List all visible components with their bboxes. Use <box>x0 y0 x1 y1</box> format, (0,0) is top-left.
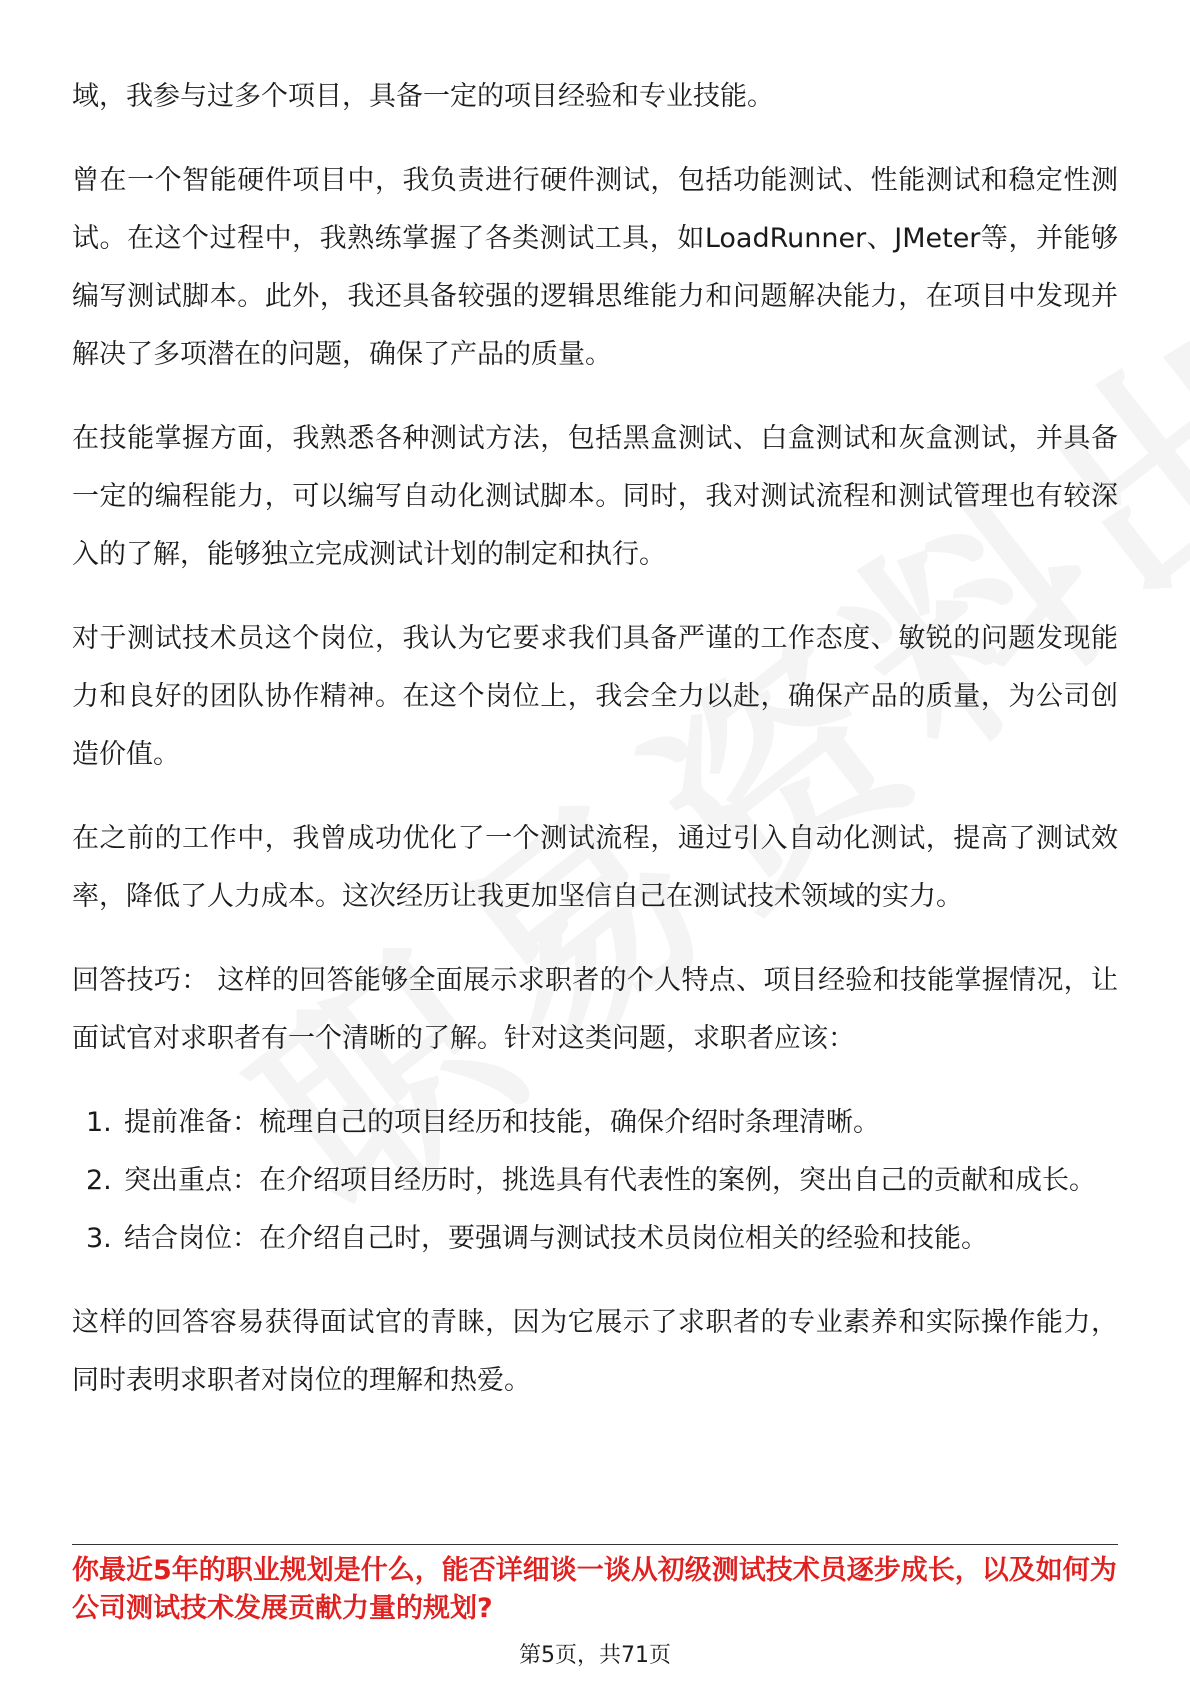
next-question-heading: 你最近5年的职业规划是什么，能否详细谈一谈从初级测试技术员逐步成长，以及如何为公司测试技术发展贡献力量的规划? <box>72 1555 1117 1624</box>
tips-list <box>72 1094 1118 1268</box>
list-item <box>72 1210 1118 1268</box>
list-item-text: 提前准备：梳理自己的项目经历和技能，确保介绍时条理清晰。 <box>124 1107 880 1138</box>
paragraph-answer-tips: 回答技巧： 这样的回答能够全面展示求职者的个人特点、项目经验和技能掌握情况，让面试官对求职者有一个清晰的了解。针对这类问题，求职者应该： <box>72 965 1118 1054</box>
page-number-footer: 第5页，共71页 <box>519 1643 671 1668</box>
list-item-text: 结合岗位：在介绍自己时，要强调与测试技术员岗位相关的经验和技能。 <box>124 1223 988 1254</box>
section-divider <box>72 1544 1118 1545</box>
list-item <box>72 1094 1118 1152</box>
list-item <box>72 1152 1118 1210</box>
list-item-number: 2. <box>86 1165 112 1196</box>
paragraph-achievement: 在之前的工作中，我曾成功优化了一个测试流程，通过引入自动化测试，提高了测试效率，降低了人力成本。这次经历让我更加坚信自己在测试技术领域的实力。 <box>72 823 1118 912</box>
paragraph-position-view: 对于测试技术员这个岗位，我认为它要求我们具备严谨的工作态度、敏锐的问题发现能力和良好的团队协作精神。在这个岗位上，我会全力以赴，确保产品的质量，为公司创造价值。 <box>72 623 1118 770</box>
list-item-number: 1. <box>86 1107 112 1138</box>
paragraph-closing: 这样的回答容易获得面试官的青睐，因为它展示了求职者的专业素养和实际操作能力，同时表明求职者对岗位的理解和热爱。 <box>72 1307 1118 1396</box>
page-content <box>72 68 1118 1436</box>
paragraph-skills: 在技能掌握方面，我熟悉各种测试方法，包括黑盒测试、白盒测试和灰盒测试，并具备一定的编程能力，可以编写自动化测试脚本。同时，我对测试流程和测试管理也有较深入的了解，能够独立完成测试计划的制定和执行。 <box>72 423 1118 570</box>
list-item-number: 3. <box>86 1223 112 1254</box>
paragraph-project-experience: 曾在一个智能硬件项目中，我负责进行硬件测试，包括功能测试、性能测试和稳定性测试。在这个过程中，我熟练掌握了各类测试工具，如LoadRunner、JMeter等，并能够编写测试脚本。此外，我还具备较强的逻辑思维能力和问题解决能力，在项目中发现并解决了多项潜在的问题，确保了产品的质量。 <box>72 165 1118 370</box>
paragraph-continuation: 域，我参与过多个项目，具备一定的项目经验和专业技能。 <box>72 81 774 112</box>
list-item-text: 突出重点：在介绍项目经历时，挑选具有代表性的案例，突出自己的贡献和成长。 <box>124 1165 1096 1196</box>
